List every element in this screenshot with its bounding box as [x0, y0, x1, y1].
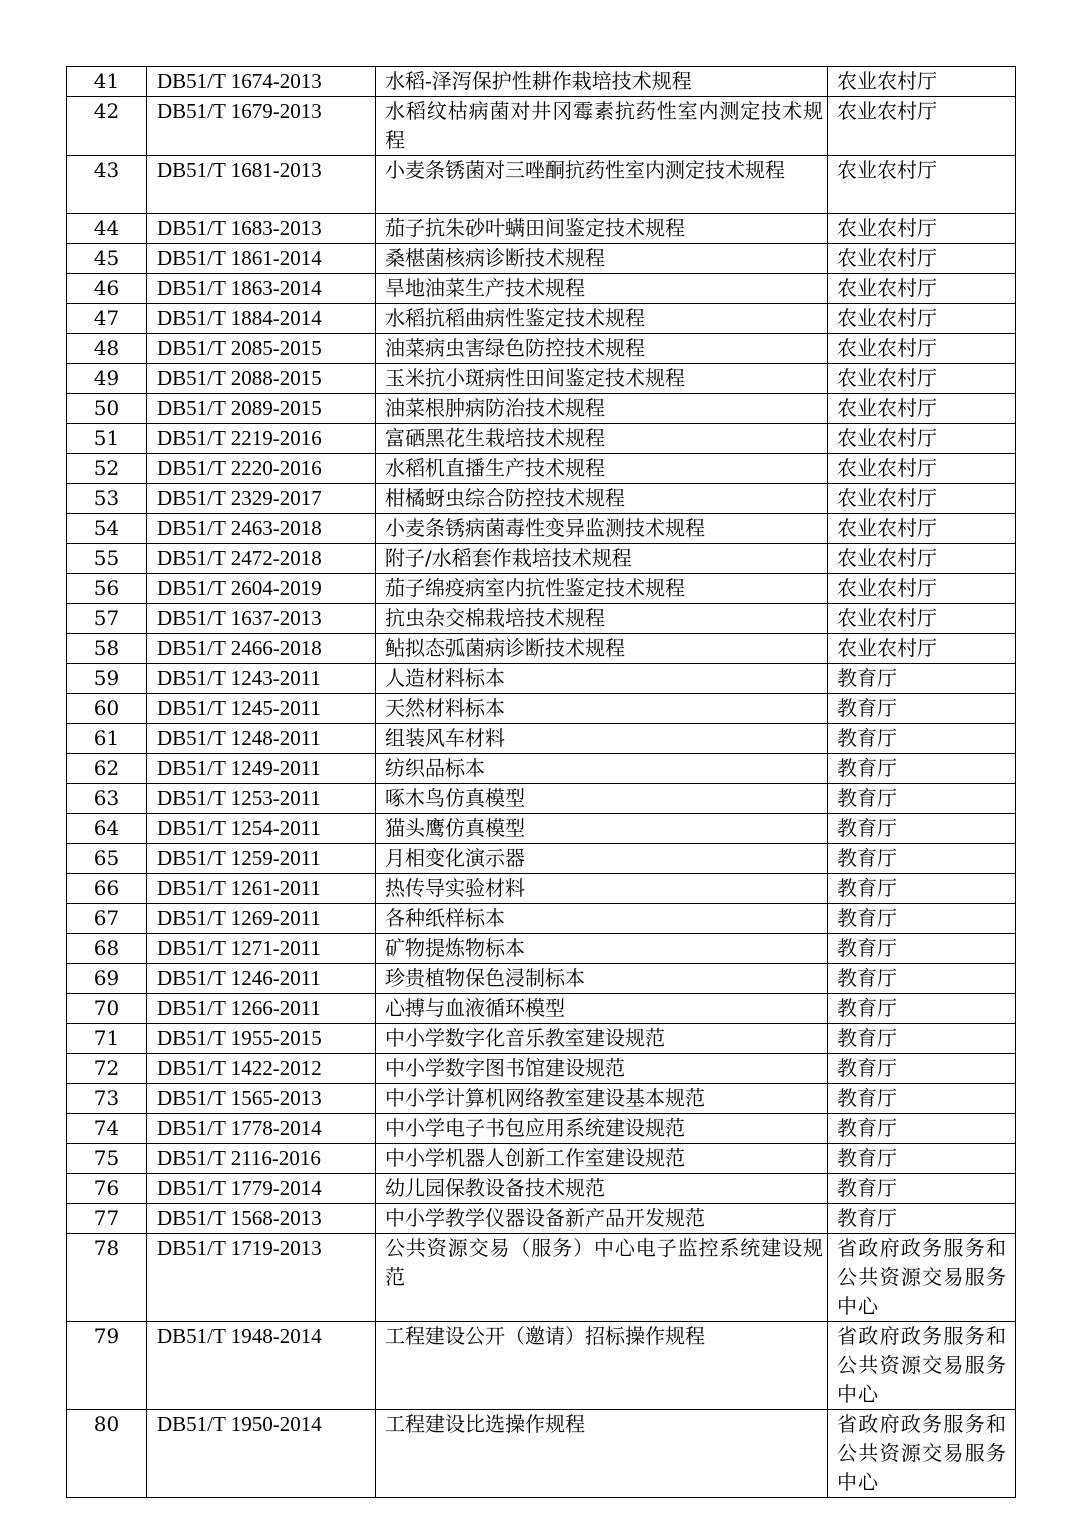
responsible-department: 省政府政务服务和公共资源交易服务中心: [828, 1234, 1016, 1322]
standard-code: DB51/T 1254-2011: [147, 814, 376, 844]
responsible-department: 教育厅: [828, 994, 1016, 1024]
table-row: [67, 784, 1016, 814]
standard-name: 中小学数字化音乐教室建设规范: [376, 1024, 828, 1054]
row-number: 69: [67, 964, 147, 994]
standard-code: DB51/T 1271-2011: [147, 934, 376, 964]
standard-name: 中小学电子书包应用系统建设规范: [376, 1114, 828, 1144]
row-number: 76: [67, 1174, 147, 1204]
responsible-department: 教育厅: [828, 1114, 1016, 1144]
standard-name: 珍贵植物保色浸制标本: [376, 964, 828, 994]
responsible-department: 农业农村厅: [828, 304, 1016, 334]
responsible-department: 农业农村厅: [828, 97, 1016, 156]
standard-code: DB51/T 1674-2013: [147, 67, 376, 97]
standard-name: 水稻纹枯病菌对井冈霉素抗药性室内测定技术规程: [376, 97, 828, 156]
row-number: 55: [67, 544, 147, 574]
row-number: 52: [67, 454, 147, 484]
row-number: 73: [67, 1084, 147, 1114]
standard-code: DB51/T 1681-2013: [147, 156, 376, 214]
table-row: [67, 424, 1016, 454]
row-number: 65: [67, 844, 147, 874]
standard-code: DB51/T 1261-2011: [147, 874, 376, 904]
row-number: 63: [67, 784, 147, 814]
row-number: 49: [67, 364, 147, 394]
standard-code: DB51/T 1778-2014: [147, 1114, 376, 1144]
standard-code: DB51/T 2604-2019: [147, 574, 376, 604]
standard-code: DB51/T 2085-2015: [147, 334, 376, 364]
standard-name: 柑橘蚜虫综合防控技术规程: [376, 484, 828, 514]
standard-name: 公共资源交易（服务）中心电子监控系统建设规范: [376, 1234, 828, 1322]
table-row: [67, 1204, 1016, 1234]
standard-name: 纺织品标本: [376, 754, 828, 784]
standard-name: 心搏与血液循环模型: [376, 994, 828, 1024]
standard-code: DB51/T 1679-2013: [147, 97, 376, 156]
row-number: 58: [67, 634, 147, 664]
row-number: 43: [67, 156, 147, 214]
row-number: 50: [67, 394, 147, 424]
responsible-department: 教育厅: [828, 904, 1016, 934]
standard-name: 富硒黑花生栽培技术规程: [376, 424, 828, 454]
responsible-department: 教育厅: [828, 1024, 1016, 1054]
standard-name: 幼儿园保教设备技术规范: [376, 1174, 828, 1204]
standard-name: 油菜病虫害绿色防控技术规程: [376, 334, 828, 364]
standard-code: DB51/T 1565-2013: [147, 1084, 376, 1114]
responsible-department: 教育厅: [828, 664, 1016, 694]
row-number: 42: [67, 97, 147, 156]
row-number: 47: [67, 304, 147, 334]
table-row: [67, 1144, 1016, 1174]
standard-code: DB51/T 2463-2018: [147, 514, 376, 544]
responsible-department: 农业农村厅: [828, 424, 1016, 454]
standard-name: 茄子绵疫病室内抗性鉴定技术规程: [376, 574, 828, 604]
table-body: [67, 67, 1016, 1498]
standard-code: DB51/T 1422-2012: [147, 1054, 376, 1084]
table-row: [67, 724, 1016, 754]
standard-code: DB51/T 1568-2013: [147, 1204, 376, 1234]
standard-name: 工程建设比选操作规程: [376, 1410, 828, 1498]
table-row: [67, 1114, 1016, 1144]
standard-name: 茄子抗朱砂叶螨田间鉴定技术规程: [376, 214, 828, 244]
standard-name: 小麦条锈菌对三唑酮抗药性室内测定技术规程: [376, 156, 828, 214]
table-row: [67, 364, 1016, 394]
table-row: [67, 304, 1016, 334]
table-row: [67, 334, 1016, 364]
table-row: [67, 664, 1016, 694]
row-number: 54: [67, 514, 147, 544]
table-row: [67, 574, 1016, 604]
responsible-department: 农业农村厅: [828, 514, 1016, 544]
standard-code: DB51/T 1861-2014: [147, 244, 376, 274]
table-row: [67, 484, 1016, 514]
row-number: 41: [67, 67, 147, 97]
standard-name: 附子/水稻套作栽培技术规程: [376, 544, 828, 574]
responsible-department: 省政府政务服务和公共资源交易服务中心: [828, 1322, 1016, 1410]
table-row: [67, 814, 1016, 844]
table-row: [67, 1234, 1016, 1322]
standard-code: DB51/T 1779-2014: [147, 1174, 376, 1204]
responsible-department: 农业农村厅: [828, 67, 1016, 97]
row-number: 46: [67, 274, 147, 304]
responsible-department: 农业农村厅: [828, 454, 1016, 484]
row-number: 57: [67, 604, 147, 634]
standard-name: 水稻-泽泻保护性耕作栽培技术规程: [376, 67, 828, 97]
responsible-department: 教育厅: [828, 724, 1016, 754]
responsible-department: 教育厅: [828, 784, 1016, 814]
row-number: 45: [67, 244, 147, 274]
standard-name: 月相变化演示器: [376, 844, 828, 874]
table-row: [67, 634, 1016, 664]
standard-name: 组装风车材料: [376, 724, 828, 754]
standard-code: DB51/T 1884-2014: [147, 304, 376, 334]
row-number: 75: [67, 1144, 147, 1174]
row-number: 80: [67, 1410, 147, 1498]
standard-name: 猫头鹰仿真模型: [376, 814, 828, 844]
table-row: [67, 964, 1016, 994]
standard-code: DB51/T 1637-2013: [147, 604, 376, 634]
table-row: [67, 1084, 1016, 1114]
table-row: [67, 1024, 1016, 1054]
standard-code: DB51/T 1259-2011: [147, 844, 376, 874]
standard-code: DB51/T 1863-2014: [147, 274, 376, 304]
row-number: 72: [67, 1054, 147, 1084]
responsible-department: 教育厅: [828, 874, 1016, 904]
responsible-department: 农业农村厅: [828, 244, 1016, 274]
standard-code: DB51/T 1245-2011: [147, 694, 376, 724]
responsible-department: 农业农村厅: [828, 484, 1016, 514]
table-row: [67, 244, 1016, 274]
responsible-department: 教育厅: [828, 1144, 1016, 1174]
responsible-department: 教育厅: [828, 1054, 1016, 1084]
standard-name: 中小学计算机网络教室建设基本规范: [376, 1084, 828, 1114]
table-row: [67, 97, 1016, 156]
responsible-department: 农业农村厅: [828, 364, 1016, 394]
table-row: [67, 1054, 1016, 1084]
table-row: [67, 904, 1016, 934]
table-row: [67, 1174, 1016, 1204]
standard-code: DB51/T 1269-2011: [147, 904, 376, 934]
standard-code: DB51/T 1253-2011: [147, 784, 376, 814]
standard-name: 小麦条锈病菌毒性变异监测技术规程: [376, 514, 828, 544]
responsible-department: 教育厅: [828, 1204, 1016, 1234]
standard-name: 工程建设公开（邀请）招标操作规程: [376, 1322, 828, 1410]
responsible-department: 教育厅: [828, 1084, 1016, 1114]
standard-name: 油菜根肿病防治技术规程: [376, 394, 828, 424]
standards-table: [66, 66, 1016, 1498]
standard-code: DB51/T 1248-2011: [147, 724, 376, 754]
table-row: [67, 544, 1016, 574]
table-row: [67, 1322, 1016, 1410]
table-row: [67, 604, 1016, 634]
standard-code: DB51/T 1246-2011: [147, 964, 376, 994]
row-number: 44: [67, 214, 147, 244]
responsible-department: 农业农村厅: [828, 334, 1016, 364]
standard-name: 鲇拟态弧菌病诊断技术规程: [376, 634, 828, 664]
table-row: [67, 994, 1016, 1024]
responsible-department: 教育厅: [828, 814, 1016, 844]
standard-code: DB51/T 2329-2017: [147, 484, 376, 514]
row-number: 78: [67, 1234, 147, 1322]
row-number: 68: [67, 934, 147, 964]
standard-code: DB51/T 1948-2014: [147, 1322, 376, 1410]
table-row: [67, 694, 1016, 724]
standard-code: DB51/T 2219-2016: [147, 424, 376, 454]
standard-code: DB51/T 1955-2015: [147, 1024, 376, 1054]
row-number: 79: [67, 1322, 147, 1410]
responsible-department: 农业农村厅: [828, 634, 1016, 664]
table-row: [67, 934, 1016, 964]
responsible-department: 教育厅: [828, 964, 1016, 994]
table-row: [67, 874, 1016, 904]
table-row: [67, 67, 1016, 97]
standard-name: 抗虫杂交棉栽培技术规程: [376, 604, 828, 634]
standard-code: DB51/T 1243-2011: [147, 664, 376, 694]
standard-code: DB51/T 1950-2014: [147, 1410, 376, 1498]
row-number: 70: [67, 994, 147, 1024]
standard-name: 中小学机器人创新工作室建设规范: [376, 1144, 828, 1174]
table-row: [67, 274, 1016, 304]
standard-name: 中小学数字图书馆建设规范: [376, 1054, 828, 1084]
row-number: 56: [67, 574, 147, 604]
responsible-department: 农业农村厅: [828, 274, 1016, 304]
standard-name: 人造材料标本: [376, 664, 828, 694]
standard-code: DB51/T 1266-2011: [147, 994, 376, 1024]
responsible-department: 农业农村厅: [828, 544, 1016, 574]
row-number: 62: [67, 754, 147, 784]
standard-name: 桑椹菌核病诊断技术规程: [376, 244, 828, 274]
standard-code: DB51/T 2116-2016: [147, 1144, 376, 1174]
responsible-department: 农业农村厅: [828, 394, 1016, 424]
standard-name: 矿物提炼物标本: [376, 934, 828, 964]
row-number: 59: [67, 664, 147, 694]
table-row: [67, 514, 1016, 544]
row-number: 60: [67, 694, 147, 724]
standard-name: 旱地油菜生产技术规程: [376, 274, 828, 304]
responsible-department: 农业农村厅: [828, 156, 1016, 214]
row-number: 61: [67, 724, 147, 754]
standard-code: DB51/T 2089-2015: [147, 394, 376, 424]
standard-name: 玉米抗小斑病性田间鉴定技术规程: [376, 364, 828, 394]
table-row: [67, 1410, 1016, 1498]
table-row: [67, 214, 1016, 244]
standard-name: 水稻机直播生产技术规程: [376, 454, 828, 484]
row-number: 66: [67, 874, 147, 904]
table-row: [67, 454, 1016, 484]
row-number: 48: [67, 334, 147, 364]
table-row: [67, 156, 1016, 214]
row-number: 74: [67, 1114, 147, 1144]
responsible-department: 教育厅: [828, 1174, 1016, 1204]
standard-code: DB51/T 2472-2018: [147, 544, 376, 574]
row-number: 67: [67, 904, 147, 934]
table-row: [67, 754, 1016, 784]
standard-code: DB51/T 2466-2018: [147, 634, 376, 664]
table-row: [67, 394, 1016, 424]
standard-name: 中小学教学仪器设备新产品开发规范: [376, 1204, 828, 1234]
responsible-department: 教育厅: [828, 754, 1016, 784]
standard-name: 热传导实验材料: [376, 874, 828, 904]
row-number: 64: [67, 814, 147, 844]
standard-code: DB51/T 2088-2015: [147, 364, 376, 394]
standard-code: DB51/T 1683-2013: [147, 214, 376, 244]
responsible-department: 农业农村厅: [828, 574, 1016, 604]
row-number: 51: [67, 424, 147, 454]
row-number: 77: [67, 1204, 147, 1234]
responsible-department: 教育厅: [828, 934, 1016, 964]
row-number: 71: [67, 1024, 147, 1054]
row-number: 53: [67, 484, 147, 514]
responsible-department: 教育厅: [828, 694, 1016, 724]
standard-code: DB51/T 2220-2016: [147, 454, 376, 484]
table-row: [67, 844, 1016, 874]
responsible-department: 农业农村厅: [828, 604, 1016, 634]
standard-code: DB51/T 1719-2013: [147, 1234, 376, 1322]
standard-name: 水稻抗稻曲病性鉴定技术规程: [376, 304, 828, 334]
responsible-department: 教育厅: [828, 844, 1016, 874]
standard-name: 天然材料标本: [376, 694, 828, 724]
standard-name: 各种纸样标本: [376, 904, 828, 934]
responsible-department: 省政府政务服务和公共资源交易服务中心: [828, 1410, 1016, 1498]
standard-code: DB51/T 1249-2011: [147, 754, 376, 784]
standard-name: 啄木鸟仿真模型: [376, 784, 828, 814]
responsible-department: 农业农村厅: [828, 214, 1016, 244]
